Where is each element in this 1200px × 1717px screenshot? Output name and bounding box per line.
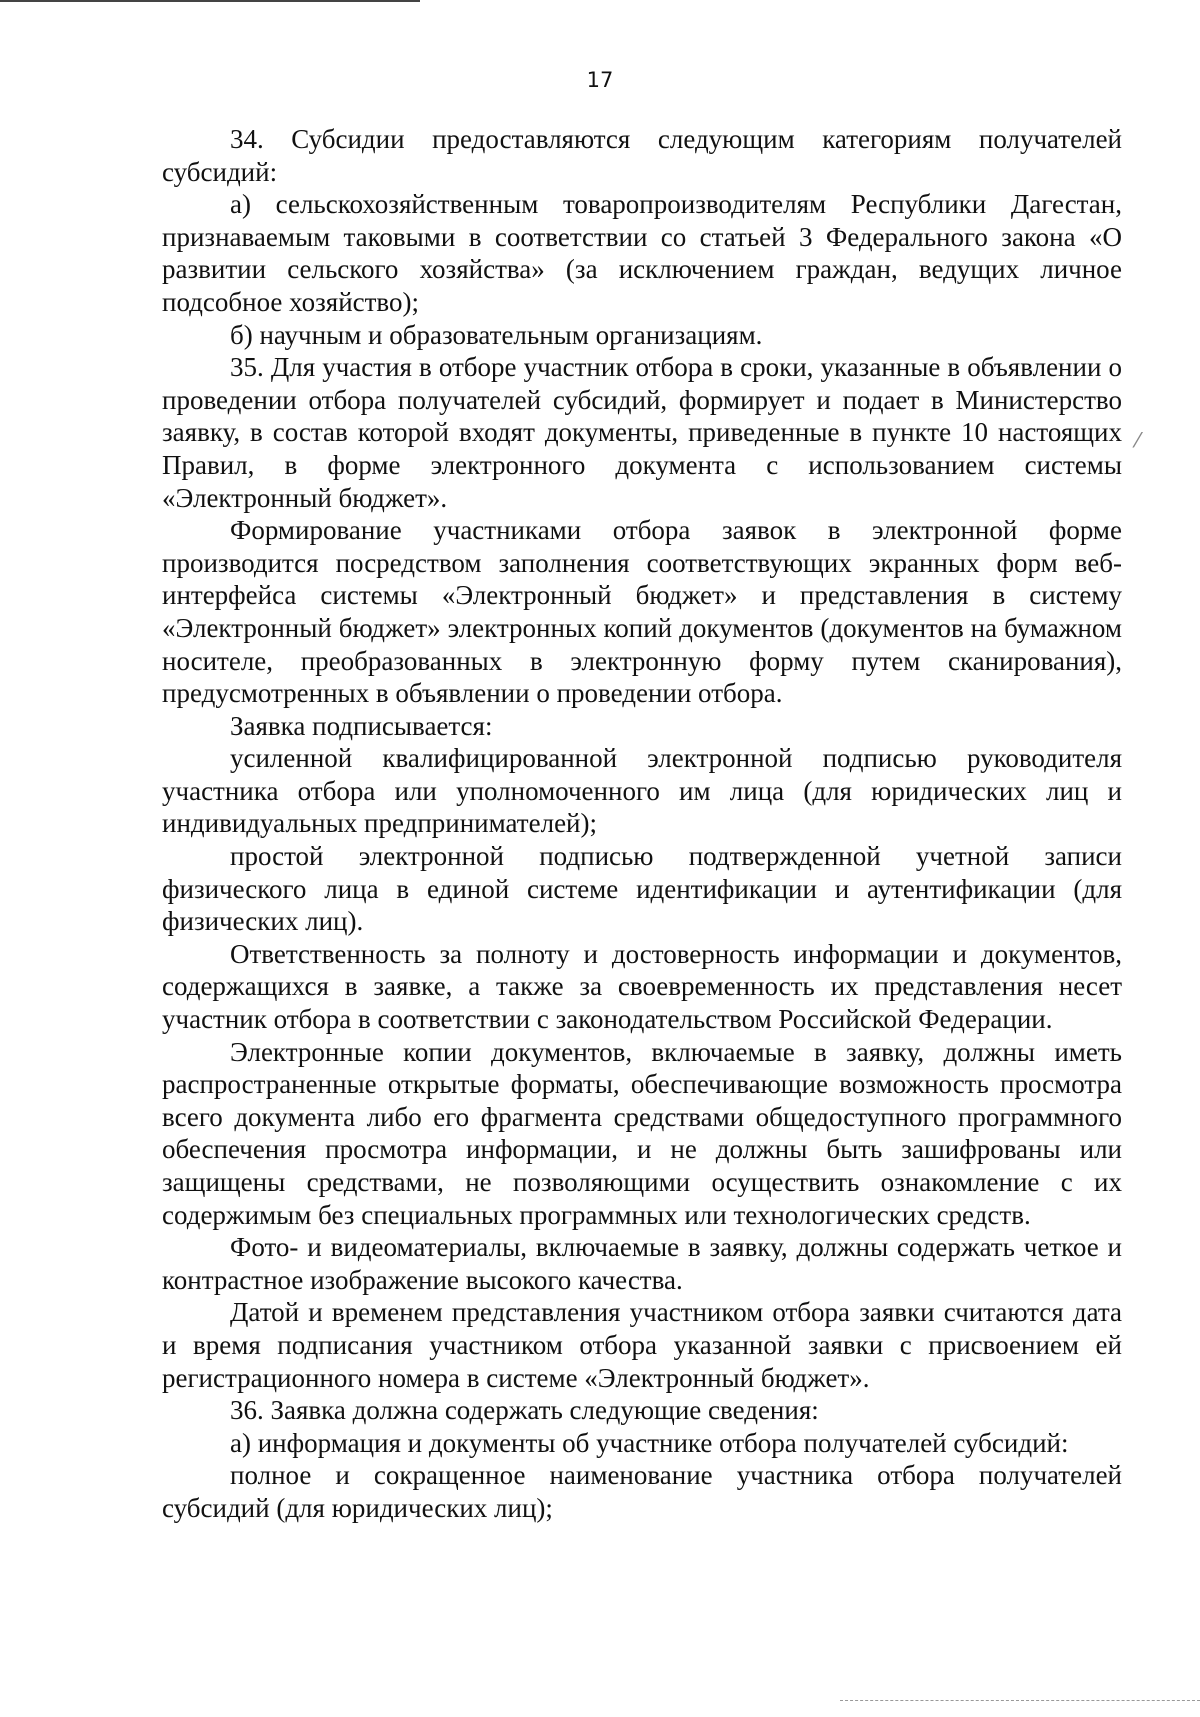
document-body <box>162 123 1122 1525</box>
paragraph-date-time: Датой и временем представления участником отбора заявки считаются дата и время подписания участником отбора указанной заявки с присвоением ей регистрационного номера в системе «Электронный бюджет». <box>162 1297 1122 1393</box>
margin-pen-mark: ⁄ <box>1136 428 1140 452</box>
paragraph-34: 34. Субсидии предоставляются следующим категориям получателей субсидий: <box>162 124 1122 187</box>
paragraph-responsibility: Ответственность за полноту и достоверность информации и документов, содержащихся в заявке, а также за своевременность их представления несет участник отбора в соответствии с законодательством Российской Федерации. <box>162 938 1122 1035</box>
paragraph-34b: б) научным и образовательным организациям. <box>230 319 763 350</box>
scan-edge-bottom <box>840 1700 1200 1702</box>
paragraph-full-name: полное и сокращенное наименование участника отбора получателей субсидий (для юридических лиц); <box>162 1460 1122 1523</box>
scan-edge-top <box>0 0 420 2</box>
paragraph-36: 36. Заявка должна содержать следующие сведения: <box>230 1395 819 1426</box>
paragraph-forming-applications: Формирование участниками отбора заявок в электронной форме производится посредством заполнения соответствующих экранных форм веб-интерфейса системы «Электронный бюджет» и представления в систему «Электронный бюджет» электронных копий документов (документов на бумажном носителе, преобразованных в электронную форму путем сканирования), предусмотренных в объявлении о проведении отбора. <box>162 515 1122 709</box>
paragraph-35: 35. Для участия в отборе участник отбора в сроки, указанные в объявлении о проведении отбора получателей субсидий, формирует и подает в Министерство заявку, в состав которой входят документы, приведенные в пункте 10 настоящих Правил, в форме электронного документа с использованием системы «Электронный бюджет». <box>162 352 1122 513</box>
paragraph-photo-video: Фото- и видеоматериалы, включаемые в заявку, должны содержать четкое и контрастное изображение высокого качества. <box>162 1232 1122 1295</box>
paragraph-application-signed: Заявка подписывается: <box>230 710 493 741</box>
paragraph-36a: а) информация и документы об участнике отбора получателей субсидий: <box>230 1427 1069 1458</box>
paragraph-electronic-copies: Электронные копии документов, включаемые в заявку, должны иметь распространенные открытые форматы, обеспечивающие возможность просмотра всего документа либо его фрагмента средствами общедоступного программного обеспечения просмотра информации, и не должны быть зашифрованы или защищены средствами, не позволяющими осуществить ознакомление с их содержимым без специальных программных или технологических средств. <box>162 1036 1122 1230</box>
page-number: 17 <box>586 68 614 92</box>
paragraph-qualified-signature: усиленной квалифицированной электронной подписью руководителя участника отбора или уполномоченного им лица (для юридических лиц и индивидуальных предпринимателей); <box>162 743 1122 839</box>
paragraph-34a: а) сельскохозяйственным товаропроизводителям Республики Дагестан, признаваемым таковыми в соответствии со статьей 3 Федерального закона «О развитии сельского хозяйства» (за исключением граждан, ведущих личное подсобное хозяйство); <box>162 189 1122 317</box>
paragraph-simple-signature: простой электронной подписью подтвержденной учетной записи физического лица в единой системе идентификации и аутентификации (для физических лиц). <box>162 841 1122 937</box>
